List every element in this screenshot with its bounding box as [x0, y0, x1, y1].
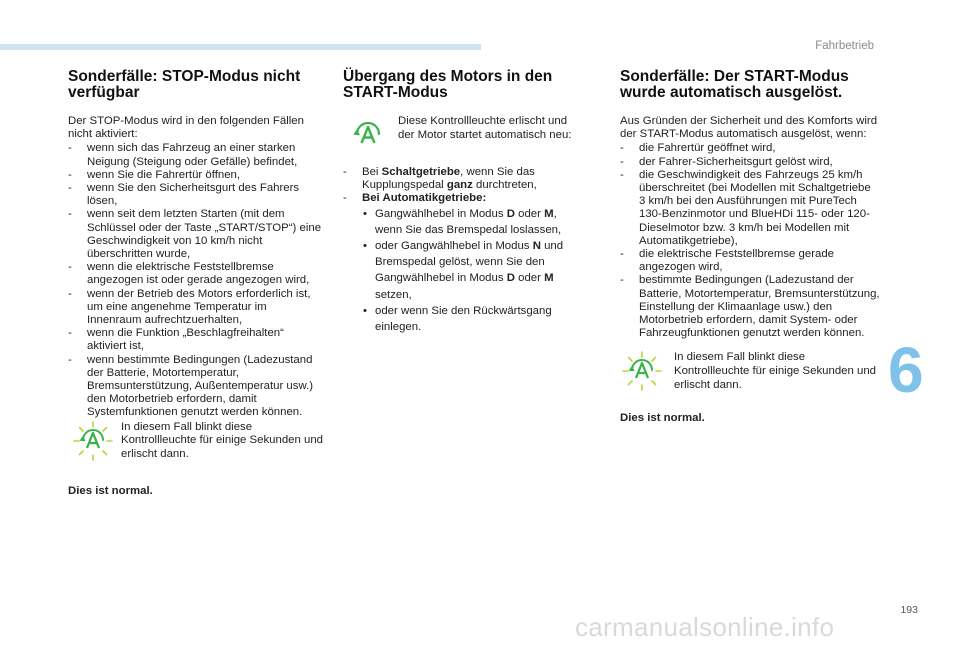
- column-start-transition: [343, 69, 583, 335]
- chapter-number: 6: [888, 334, 924, 406]
- condition-list: [343, 166, 583, 335]
- normal-note: Dies ist normal.: [68, 484, 153, 497]
- list-item: - die Geschwindigkeit des Fahrzeugs 25 km/h überschreitet (bei Modellen mit Schaltgetriebe 3 km/h bei den Ausführungen mit PureTech 130-Benzinmotor und BlueHDi 115- oder 120-Dieselmotor bzw. 3 km/h bei Modellen mit Automatikgetriebe),: [620, 169, 880, 248]
- text-run: setzen,: [375, 288, 412, 301]
- list-item: - wenn seit dem letzten Starten (mit dem Schlüssel oder der Taste „START/STOP“) eine Geschwindigkeit von 10 km/h nicht überschritten wurde,: [68, 208, 323, 261]
- text-run: oder: [514, 272, 545, 285]
- text-run: und Bremspedal gelöst, wenn Sie den Gangwählhebel in Modus: [375, 240, 564, 285]
- intro-text: Der STOP-Modus wird in den folgenden Fällen nicht aktiviert:: [68, 115, 304, 141]
- info-block: [68, 421, 323, 477]
- text-run: oder: [514, 207, 545, 220]
- list-item: [343, 166, 583, 192]
- condition-list: [68, 142, 323, 419]
- text-run: , wenn Sie das Bremspedal loslassen,: [375, 207, 562, 236]
- text-run: M: [544, 272, 554, 285]
- list-item: - wenn die elektrische Feststellbremse angezogen ist oder gerade angezogen wird,: [68, 261, 323, 287]
- text-run: Bei Automatikgetriebe:: [362, 192, 487, 205]
- list-item: - bestimmte Bedingungen (Ladezustand der Batterie, Motortemperatur, Bremsunterstützung, Einstellung der Klimaanlage usw.) den Motorbetrieb erfordern, damit System- oder Fahrzeugfunktionen genutzt werden können.: [620, 274, 880, 340]
- start-stop-warning-icon: [351, 118, 385, 156]
- watermark: carmanualsonline.info: [575, 612, 835, 642]
- start-stop-blinking-warning-icon: [72, 420, 114, 466]
- list-item: - wenn die Funktion „Beschlagfreihalten“ aktiviert ist,: [68, 327, 323, 353]
- text-run: durchtreten,: [472, 179, 537, 192]
- info-text: Diese Kontrollleuchte erlischt und der Motor startet automatisch neu:: [398, 115, 572, 141]
- list-item: - wenn Sie den Sicherheitsgurt des Fahrers lösen,: [68, 182, 323, 208]
- sub-list-item: [362, 238, 583, 303]
- info-text: In diesem Fall blinkt diese Kontrollleuchte für einige Sekunden und erlischt dann.: [121, 420, 324, 460]
- text-run: Gangwählhebel in Modus: [375, 207, 507, 220]
- sub-list-item: • oder wenn Sie den Rückwärtsgang einlegen.: [362, 303, 583, 335]
- text-run: M: [544, 207, 554, 220]
- list-item: - wenn bestimmte Bedingungen (Ladezustand der Batterie, Motortemperatur, Bremsunterstützung, Außentemperatur usw.) den Motorbetrieb erfordern, damit Systemfunktionen genutzt werden können.: [68, 354, 323, 420]
- text-run: D: [506, 272, 515, 285]
- text-run: , wenn Sie das Kupplungspedal: [362, 166, 535, 192]
- page-number: 193: [900, 604, 918, 616]
- heading-stop-unavailable: Sonderfälle: STOP-Modus nicht verfügbar: [68, 68, 301, 101]
- text-run: Schaltgetriebe: [381, 166, 461, 178]
- column-stop-mode-unavailable: [68, 69, 323, 498]
- start-stop-blinking-warning-icon: [621, 350, 663, 396]
- list-item: - wenn der Betrieb des Motors erforderlich ist, um eine angenehme Temperatur im Innenraum aufrechtzuerhalten,: [68, 288, 323, 328]
- list-item: - die elektrische Feststellbremse gerade angezogen wird,: [620, 248, 880, 274]
- text-run: oder Gangwählhebel in Modus: [375, 240, 533, 253]
- intro-text: Aus Gründen der Sicherheit und des Komforts wird der START-Modus automatisch ausgelöst, wenn:: [620, 115, 878, 141]
- text-run: ganz: [446, 179, 473, 192]
- normal-note: Dies ist normal.: [620, 412, 705, 425]
- list-item: [343, 192, 583, 335]
- sub-list: [362, 206, 583, 336]
- sub-list-item: [362, 206, 583, 238]
- header-accent-bar: [0, 44, 481, 50]
- column-start-auto-triggered: [620, 69, 880, 426]
- section-title: Fahrbetrieb: [815, 40, 874, 52]
- heading-start-auto: Sonderfälle: Der START-Modus wurde automatisch ausgelöst.: [620, 68, 849, 101]
- info-block: [343, 115, 583, 159]
- list-item: - die Fahrertür geöffnet wird,: [620, 142, 880, 155]
- info-block: [620, 351, 880, 403]
- text-run: N: [532, 240, 541, 253]
- condition-list: [620, 142, 880, 340]
- list-item: - wenn Sie die Fahrertür öffnen,: [68, 169, 323, 182]
- text-run: D: [506, 207, 515, 220]
- text-run: Bei: [362, 166, 382, 178]
- list-item: - der Fahrer-Sicherheitsgurt gelöst wird,: [620, 156, 880, 169]
- list-item: - wenn sich das Fahrzeug an einer starken Neigung (Steigung oder Gefälle) befindet,: [68, 142, 323, 168]
- info-text: In diesem Fall blinkt diese Kontrollleuchte für einige Sekunden und erlischt dann.: [674, 351, 877, 391]
- heading-start-transition: Übergang des Motors in den START-Modus: [343, 68, 553, 101]
